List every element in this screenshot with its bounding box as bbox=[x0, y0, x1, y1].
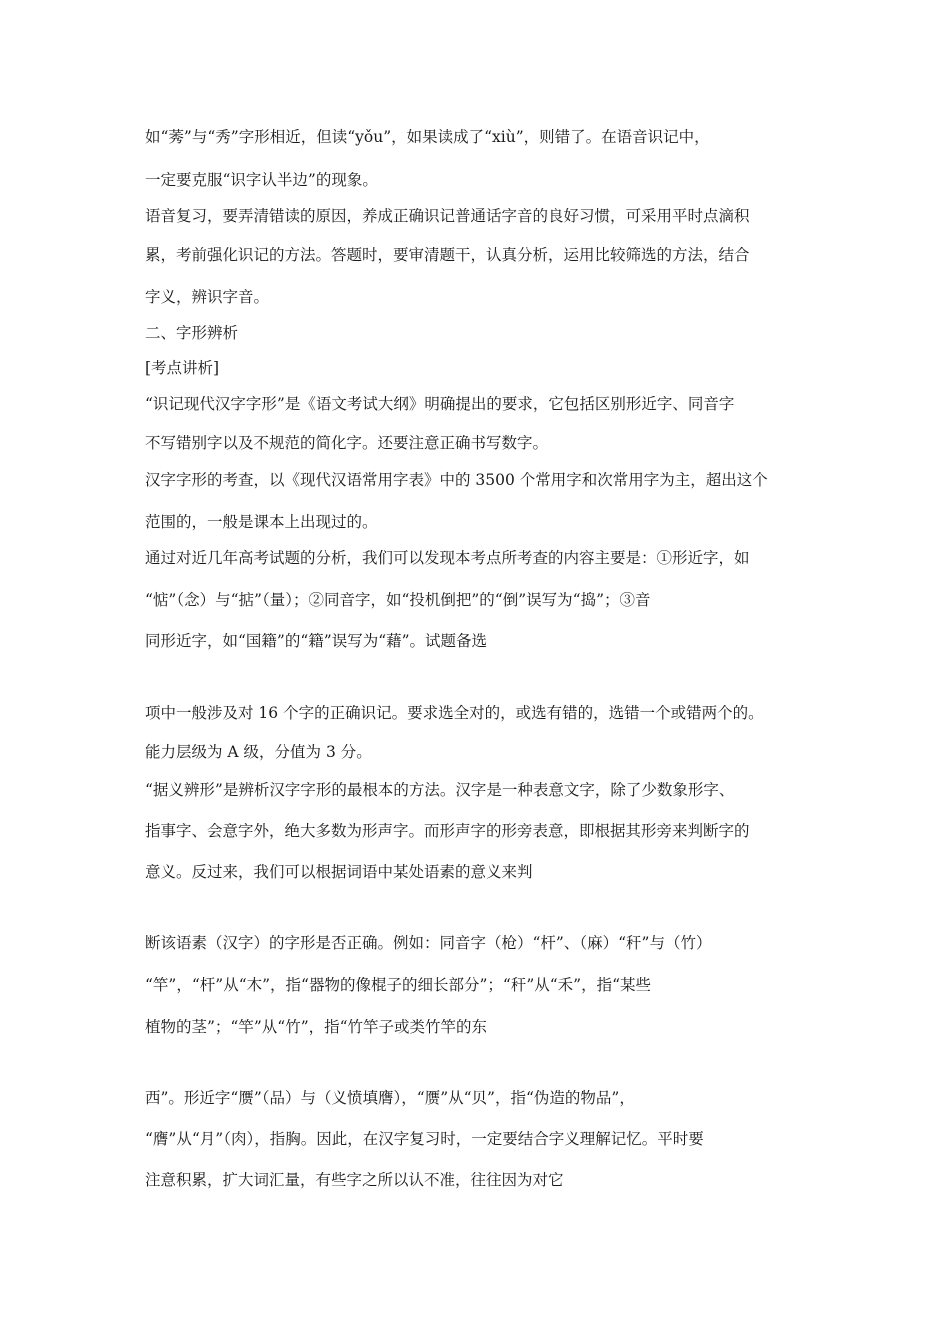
text-line: 能力层级为 A 级，分值为 3 分。 bbox=[145, 743, 372, 761]
text-line: 汉字字形的考查，以《现代汉语常用字表》中的 3500 个常用字和次常用字为主，超出这个 bbox=[145, 471, 768, 489]
text-line: 断该语素（汉字）的字形是否正确。例如：同音字（枪）“杆”、（麻）“秆”与（竹） bbox=[145, 934, 712, 952]
text-line: “识记现代汉字字形”是《语文考试大纲》明确提出的要求，它包括区别形近字、同音字 bbox=[145, 395, 735, 413]
text-line: 同形近字，如“国籍”的“籍”误写为“藉”。试题备选 bbox=[145, 632, 488, 650]
text-line: 语音复习，要弄清错读的原因，养成正确识记普通话字音的良好习惯，可采用平时点滴积 bbox=[145, 207, 750, 225]
text-line: 范围的，一般是课本上出现过的。 bbox=[145, 513, 378, 531]
subsection-heading: [考点讲析] bbox=[145, 359, 220, 377]
text-line: 累，考前强化识记的方法。答题时，要审清题干，认真分析，运用比较筛选的方法，结合 bbox=[145, 246, 750, 264]
text-line: 如“莠”与“秀”字形相近，但读“yǒu”，如果读成了“xiù”，则错了。在语音识记中， bbox=[145, 128, 710, 146]
text-line: 指事字、会意字外，绝大多数为形声字。而形声字的形旁表意，即根据其形旁来判断字的 bbox=[145, 822, 750, 840]
text-line: 西”。形近字“赝”（品）与（义愤填膺），“赝”从“贝”，指“伪造的物品”， bbox=[145, 1089, 635, 1107]
section-heading: 二、字形辨析 bbox=[145, 324, 239, 342]
text-line: “竿”，“杆”从“木”，指“器物的像棍子的细长部分”；“秆”从“禾”，指“某些 bbox=[145, 976, 652, 994]
text-line: 项中一般涉及对 16 个字的正确识记。要求选全对的，或选有错的，选错一个或错两个的。 bbox=[145, 704, 764, 722]
text-line: 意义。反过来，我们可以根据词语中某处语素的意义来判 bbox=[145, 863, 533, 881]
text-line: 一定要克服“识字认半边”的现象。 bbox=[145, 171, 378, 189]
text-line: 植物的茎”；“竿”从“竹”，指“竹竿子或类竹竿的东 bbox=[145, 1018, 488, 1036]
text-line: “据义辨形”是辨析汉字字形的最根本的方法。汉字是一种表意文字，除了少数象形字、 bbox=[145, 781, 735, 799]
text-line: 注意积累，扩大词汇量，有些字之所以认不准，往往因为对它 bbox=[145, 1171, 564, 1189]
text-line: “惦”（念）与“掂”（量）；②同音字，如“投机倒把”的“倒”误写为“捣”；③音 bbox=[145, 591, 651, 609]
text-line: 通过对近几年高考试题的分析，我们可以发现本考点所考查的内容主要是：①形近字，如 bbox=[145, 549, 750, 567]
text-line: 字义，辨识字音。 bbox=[145, 288, 270, 306]
text-line: 不写错别字以及不规范的简化字。还要注意正确书写数字。 bbox=[145, 434, 549, 452]
text-line: “膺”从“月”（肉），指胸。因此，在汉字复习时，一定要结合字义理解记忆。平时要 bbox=[145, 1130, 704, 1148]
